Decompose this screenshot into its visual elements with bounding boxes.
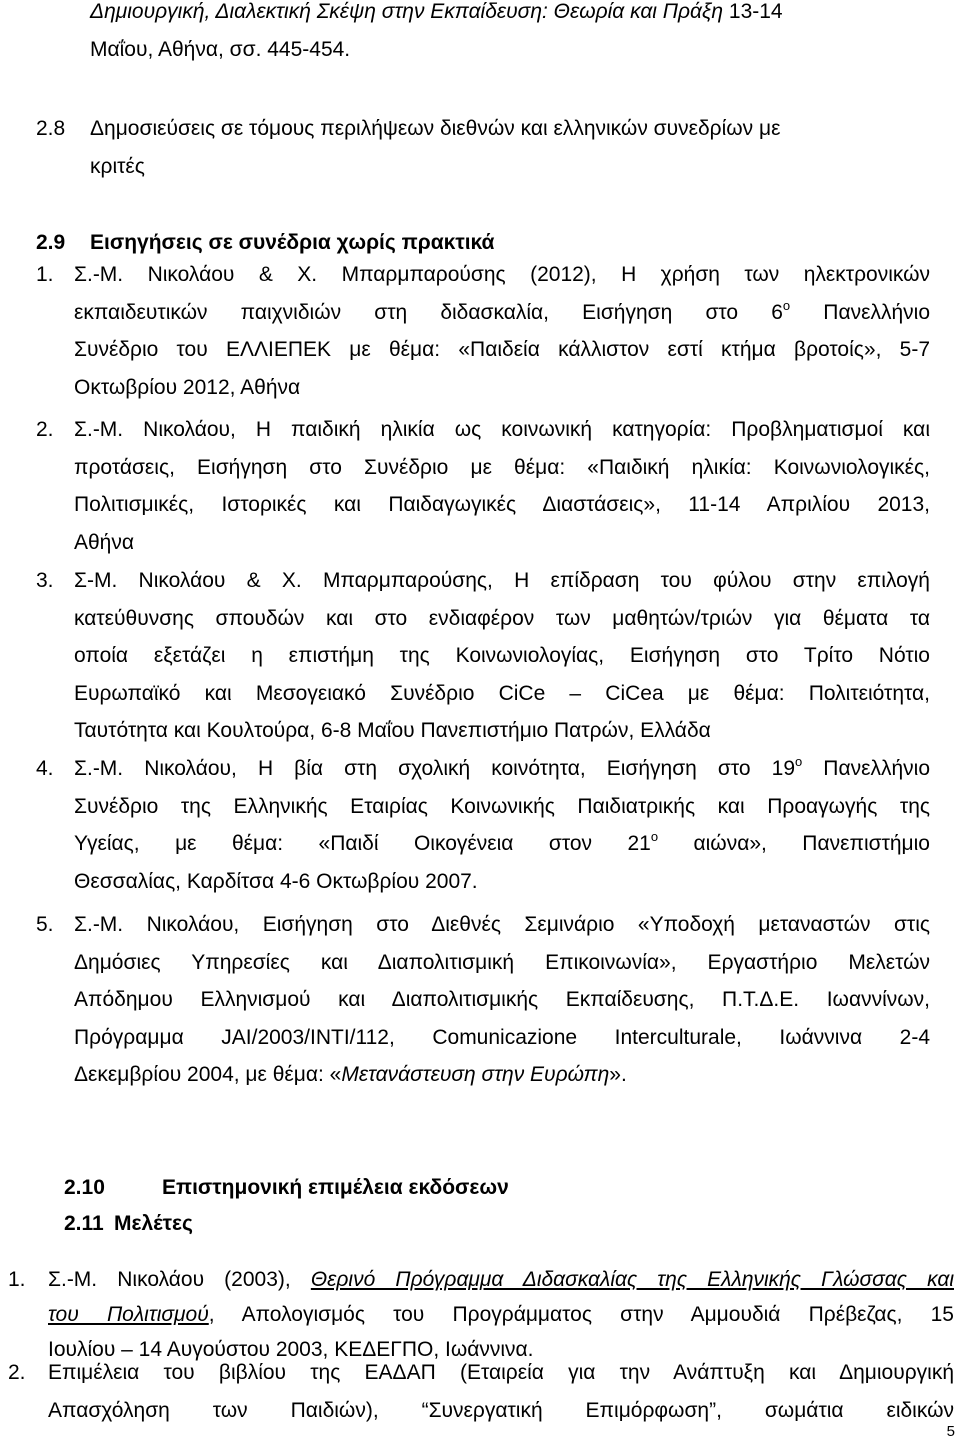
section-title-continued: κριτές	[90, 154, 145, 178]
section-title: Δημοσιεύσεις σε τόμους περιλήψεων διεθνών και ελληνικών συνεδρίων με	[90, 117, 781, 140]
list-item: 3. Σ-Μ. Νικολάου & Χ. Μπαρμπαρούσης, Η επίδραση του φύλου στην επιλογή κατεύθυνσης σπουδών και στο ενδιαφέρον των μαθητών/τριών για θέματα τα οποία εξετάζει η επιστήμη της Κοινωνιολογίας, Εισήγηση στο Τρίτο Νότιο Ευρωπαϊκό και Μεσογειακό Συνέδριο CiCe – CiCea με θέμα: Πολιτειότητα, Ταυτότητα και Κουλτούρα, 6-8 Μαΐου Πανεπιστήμιο Πατρών, Ελλάδα	[36, 562, 930, 750]
page-number: 5	[946, 1423, 955, 1440]
section-2-10-heading	[64, 1173, 509, 1203]
continuation-dates: 13-14	[723, 0, 783, 23]
section-2-8-heading	[36, 110, 936, 185]
list-item: 1. Σ.-Μ. Νικολάου & Χ. Μπαρμπαρούσης (2012), Η χρήση των ηλεκτρονικών εκπαιδευτικών παιχνιδιών στη διδασκαλία, Εισήγηση στο $6^o$ Πανελλήνιο Συνέδριο του ΕΛΛΙΕΠΕΚ με θέμα: «Παιδεία κάλλιστον εστί κτήμα βροτοίς», 5-7 Οκτωβρίου 2012, Αθήνα	[36, 256, 930, 406]
section-title: Επιστημονική επιμέλεια εκδόσεων	[162, 1176, 509, 1199]
item-number: 1.	[36, 263, 54, 286]
list-item: 4. Σ.-Μ. Νικολάου, Η βία στη σχολική κοινότητα, Εισήγηση στο $19^o$ Πανελλήνιο Συνέδριο της Ελληνικής Εταιρίας Κοινωνικής Παιδιατρικής και Προαγωγής της Υγείας, με θέμα: «Παιδί Οικογένεια στον $21^o$ αιώνα», Πανεπιστήμιο Θεσσαλίας, Καρδίτσα 4-6 Οκτωβρίου 2007.	[36, 750, 930, 900]
item-number: 5.	[36, 913, 54, 936]
continuation-pages: Μαΐου, Αθήνα, σσ. 445-454.	[90, 37, 351, 61]
section-2-11-heading	[64, 1209, 193, 1239]
section-number: 2.10	[64, 1176, 105, 1199]
list-item: 2. Σ.-Μ. Νικολάου, Η παιδική ηλικία ως κοινωνική κατηγορία: Προβληματισμοί και προτάσεις, Εισήγηση στο Συνέδριο με θέμα: «Παιδική ηλικία: Κοινωνιολογικές, Πολιτισμικές, Ιστορικές και Παιδαγωγικές Διαστάσεις», 11-14 Απριλίου 2013, Αθήνα	[36, 411, 930, 561]
section-number: 2.9	[36, 231, 66, 254]
section-title: Εισηγήσεις σε συνέδρια χωρίς πρακτικά	[90, 231, 495, 254]
continuation-reference	[90, 0, 920, 68]
item-number: 4.	[36, 757, 54, 780]
item-number: 1.	[8, 1268, 26, 1291]
continuation-title: Δημιουργική, Διαλεκτική Σκέψη στην Εκπαίδευση: Θεωρία και Πράξη	[90, 0, 724, 23]
item-number: 2.	[36, 418, 54, 441]
list-item: 1. Σ.-Μ. Νικολάου (2003), Θερινό Πρόγραμμα Διδασκαλίας της Ελληνικής Γλώσσας και του Πολιτισμού, Απολογισμός του Προγράμματος στην Αμμουδιά Πρέβεζας, 15 Ιουλίου – 14 Αυγούστου 2003, ΚΕΔΕΓΠΟ, Ιωάννινα.	[8, 1262, 954, 1367]
section-2-9-heading	[36, 228, 494, 258]
item-number: 3.	[36, 569, 54, 592]
section-number: 2.11	[64, 1212, 104, 1235]
list-item: 2. Επιμέλεια του βιβλίου της ΕΑΔΑΠ (Εταιρεία για την Ανάπτυξη και Δημιουργική Απασχόληση των Παιδιών), “Συνεργατική Επιμόρφωση”, σωμάτια ειδικών	[8, 1355, 954, 1428]
section-title: Μελέτες	[114, 1212, 193, 1235]
list-item: 5. Σ.-Μ. Νικολάου, Εισήγηση στο Διεθνές Σεμινάριο «Υποδοχή μεταναστών στις Δημόσιες Υπηρεσίες και Διαπολιτισμική Επικοινωνία», Εργαστήριο Μελετών Απόδημου Ελληνισμού και Διαπολιτισμικής Εκπαίδευσης, Π.Τ.Δ.Ε. Ιωαννίνων, Πρόγραμμα JAI/2003/INTI/112, Comunicazione Interculturale, Ιωάννινα 2-4 Δεκεμβρίου 2004, με θέμα: «Μετανάστευση στην Ευρώπη».	[36, 906, 930, 1094]
section-number: 2.8	[36, 117, 66, 140]
item-number: 2.	[8, 1361, 26, 1384]
